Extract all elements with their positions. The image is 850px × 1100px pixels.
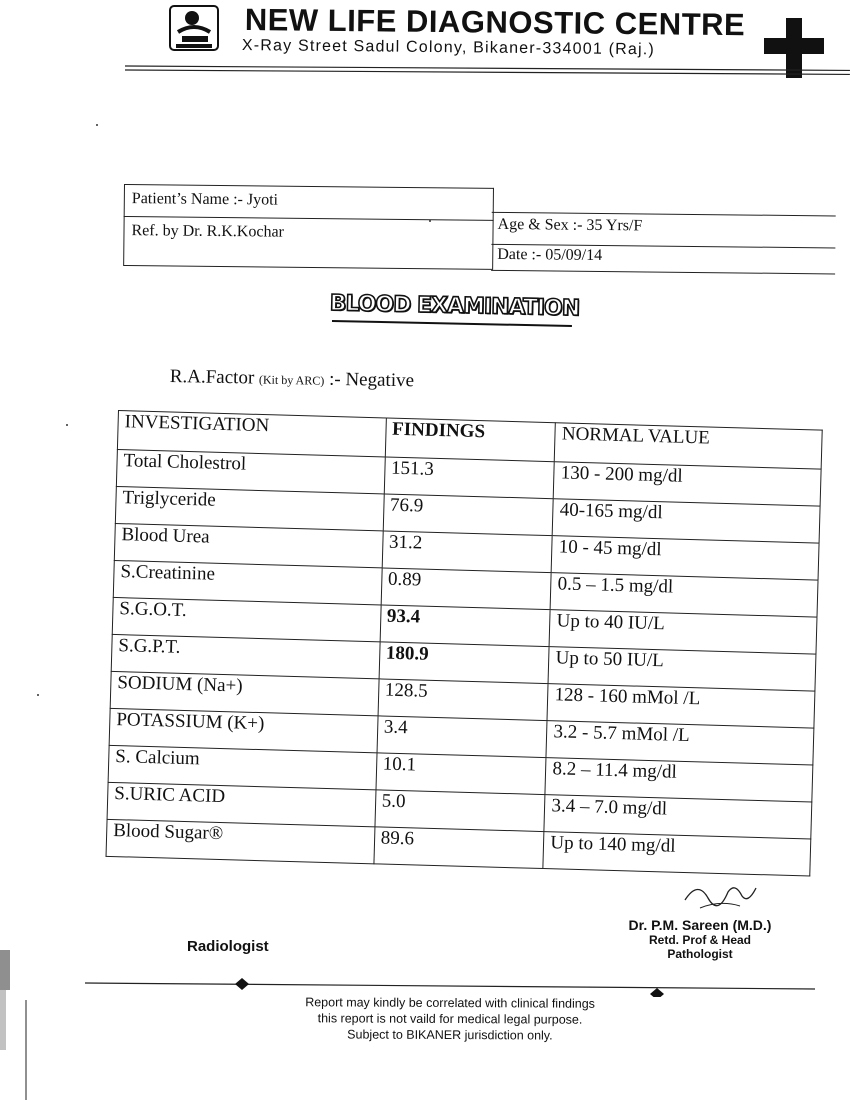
test-name: S.G.O.T. bbox=[112, 597, 381, 641]
report-date: Date :- 05/09/14 bbox=[497, 245, 603, 265]
doctor-title: Retd. Prof & Head bbox=[648, 933, 751, 947]
test-finding: 3.4 bbox=[377, 716, 548, 758]
test-normal: 40-165 mg/dl bbox=[553, 499, 821, 543]
ra-factor-label: R.A.Factor bbox=[169, 366, 255, 389]
results-table bbox=[106, 410, 823, 877]
test-name: Blood Sugar® bbox=[106, 819, 375, 863]
test-name: S.Creatinine bbox=[113, 560, 382, 604]
test-normal: 10 - 45 mg/dl bbox=[552, 536, 820, 580]
test-normal: 130 - 200 mg/dl bbox=[554, 462, 822, 506]
test-normal: 0.5 – 1.5 mg/dl bbox=[550, 573, 818, 617]
header-findings: FINDINGS bbox=[385, 418, 556, 462]
doctor-role: Pathologist bbox=[667, 947, 733, 961]
test-finding: 10.1 bbox=[376, 753, 547, 795]
ra-factor-line bbox=[170, 366, 415, 392]
test-name: S.URIC ACID bbox=[107, 782, 376, 826]
test-finding: 128.5 bbox=[378, 679, 549, 721]
test-normal: 3.2 - 5.7 mMol /L bbox=[546, 721, 814, 765]
test-finding: 0.89 bbox=[381, 568, 552, 610]
referring-doctor: Ref. by Dr. R.K.Kochar bbox=[131, 222, 285, 241]
test-name: S.G.P.T. bbox=[111, 634, 380, 678]
test-finding: 93.4 bbox=[380, 605, 551, 647]
test-name: POTASSIUM (K+) bbox=[109, 708, 378, 752]
scan-speck bbox=[37, 694, 39, 696]
title-underline bbox=[332, 320, 572, 327]
test-normal: 128 - 160 mMol /L bbox=[547, 684, 815, 728]
patient-info-box bbox=[123, 184, 836, 283]
scan-speck bbox=[429, 220, 431, 222]
patient-name: Patient’s Name :- Jyoti bbox=[131, 190, 279, 209]
footer-line: Subject to BIKANER jurisdiction only. bbox=[347, 1027, 553, 1043]
footer-line: Report may kindly be correlated with clinical findings bbox=[305, 995, 595, 1011]
test-finding: 76.9 bbox=[383, 494, 554, 536]
scan-edge-noise bbox=[0, 940, 28, 1100]
diamond-icon bbox=[235, 978, 249, 990]
test-finding: 31.2 bbox=[382, 531, 553, 573]
test-normal: 3.4 – 7.0 mg/dl bbox=[544, 795, 812, 839]
lab-name: NEW LIFE DIAGNOSTIC CENTRE bbox=[244, 2, 746, 43]
report-title: BLOOD EXAMINATION bbox=[329, 291, 580, 322]
test-name: SODIUM (Na+) bbox=[110, 671, 379, 715]
header-normal-value: NORMAL VALUE bbox=[555, 423, 823, 469]
lab-logo bbox=[168, 4, 220, 52]
test-normal: Up to 50 IU/L bbox=[548, 647, 816, 691]
lab-address: X-Ray Street Sadul Colony, Bikaner-334001 (Raj.) bbox=[241, 37, 656, 59]
test-finding: 151.3 bbox=[384, 457, 555, 499]
test-normal: 8.2 – 11.4 mg/dl bbox=[545, 758, 813, 802]
header-investigation: INVESTIGATION bbox=[117, 411, 386, 457]
footer-disclaimer bbox=[240, 994, 660, 1044]
test-normal: Up to 140 mg/dl bbox=[543, 832, 811, 876]
scan-speck bbox=[96, 124, 98, 126]
test-name: Blood Urea bbox=[114, 523, 383, 567]
pathologist-block bbox=[610, 917, 790, 961]
test-normal: Up to 40 IU/L bbox=[549, 610, 817, 654]
age-sex: Age & Sex :- 35 Yrs/F bbox=[497, 215, 643, 235]
ra-factor-kit: (Kit by ARC) bbox=[258, 372, 325, 388]
scan-speck bbox=[66, 424, 68, 426]
footer-line: this report is not vaild for medical legal purpose. bbox=[317, 1011, 583, 1027]
header-divider bbox=[125, 64, 850, 76]
test-finding: 89.6 bbox=[374, 827, 545, 869]
test-name: S. Calcium bbox=[108, 745, 377, 789]
test-finding: 5.0 bbox=[375, 790, 546, 832]
ra-factor-value: :- Negative bbox=[328, 368, 415, 392]
radiologist-label: Radiologist bbox=[187, 938, 269, 955]
handwritten-signature bbox=[680, 870, 760, 915]
doctor-name: Dr. P.M. Sareen (M.D.) bbox=[628, 917, 772, 933]
test-name: Total Cholestrol bbox=[116, 449, 385, 493]
test-name: Triglyceride bbox=[115, 486, 384, 530]
test-finding: 180.9 bbox=[379, 642, 550, 684]
